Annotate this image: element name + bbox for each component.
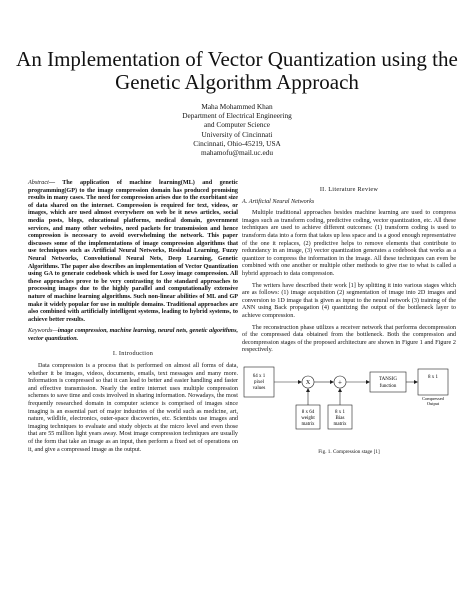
arrowhead-3 (306, 388, 310, 392)
figure-1-compression-stage (242, 359, 456, 447)
bias-label-2: Bias (335, 415, 345, 421)
input-label-2: pixel (254, 379, 264, 385)
plus-symbol: + (338, 378, 342, 387)
arrowhead-1 (298, 380, 302, 384)
author-university: University of Cincinnati (201, 129, 273, 139)
right-column (242, 180, 456, 456)
output-box (418, 369, 448, 395)
out-label-3: Output (426, 400, 440, 406)
out-label-2: Compressed (422, 395, 444, 401)
keywords-text: image compression, machine learning, neural nets, genetic algorithms, vector quantization. (28, 328, 238, 342)
arrowhead-6 (414, 380, 418, 384)
weights-label-2: weight (301, 415, 315, 421)
input-label-1: 64 x 1 (252, 373, 266, 379)
author-email: mahamofu@mail.uc.edu (201, 148, 273, 158)
arrowhead-4 (366, 380, 370, 384)
func-label-1: TANSIG (379, 376, 397, 382)
abstract-text: The application of machine learning(ML) and genetic programming(GP) to the image compression domain has produced promising results in many cases. The need for compression arises due to the exorbitant size of data shared on the internet. Compression is required for text, videos, or images, which are used almost everywhere on web be it news articles, social media posts, blogs, educational platforms, medical domain, government services, and many other websites, need packets for transmission and hence compression is necessary to avoid overwhelming the network. This paper discusses some of the implementations of image compression algorithms that use techniques such as Artificial Neural Networks, Residual Learning, Fuzzy Neural Networks, Convolutional Neural Nets, Deep Learning, Genetic Algorithms. The paper also describes an implementation of Vector Quantization using GA to generate codebook which is used for Lossy image compression. All these approaches prove to be very contrasting to the standard approaches to processing images due to the highly parallel and computationally extensive nature of machine learning algorithms. Such non-linear abilities of ML and GP make it widely popular for use in multiple domains. Traditional approaches are also combined with artificially intelligent systems, leading to hybrid systems, to achieve better results. (28, 180, 238, 323)
subsection-heading-ann: A. Artificial Neural Networks (242, 198, 315, 205)
multiply-symbol: X (305, 379, 311, 386)
tansig-box (370, 372, 406, 392)
bias-label-3: matrix (333, 421, 347, 427)
input-label-3: values (252, 385, 266, 391)
title-line-2: Genetic Algorithm Approach (115, 70, 359, 94)
figure-1-caption: Fig. 1. Compression stage [1] (318, 448, 380, 455)
title-line-1: An Implementation of Vector Quantization using the (16, 47, 458, 71)
paper-title (10, 48, 464, 94)
weights-label-1: 8 x 64 (301, 409, 315, 415)
arrowhead-2 (330, 380, 334, 384)
arrowhead-5 (338, 388, 342, 392)
keywords (28, 328, 238, 343)
section-heading-introduction: I. Introduction (112, 350, 154, 358)
author-block (120, 102, 354, 157)
figure-1-diagram (242, 359, 456, 447)
author-city: Cincinnati, Ohio-45219, USA (193, 138, 281, 148)
abstract-lead: Abstract (28, 180, 49, 186)
weights-label-3: matrix (301, 421, 315, 427)
author-dept-1: Department of Electrical Engineering (182, 111, 292, 121)
func-label-2: function (379, 383, 397, 389)
bias-label-1: 8 x 1 (335, 409, 345, 415)
author-dept-2: and Computer Science (203, 120, 271, 130)
literature-paragraph-1: Multiple traditional approaches besides machine learning are used to compress images such as transform coding, predictive coding, vector quantization, etc. All these techniques are used to achieve different outcomes: (1) transform coding is used to transform data into a form that takes up less space and is a good enough representative of the one it replaces, (2) predictive helps to remove elements that contribute to redundancy in an image, (3) vector quantization generates a codebook that works as a quantizer to compress the information in the image. All these techniques can even be combined with one another or multiple other methods to give rise to what is called a hybrid approach to data compression. (242, 210, 456, 277)
author-name: Maha Mohammed Khan (201, 102, 273, 111)
literature-paragraph-2: The writers have described their work [1] by splitting it into various stages which are as follows: (1) image acquisition (2) segmentation of image into 2D images and conversion to 1D image that is given as input to the neural network (3) training of the ANN using Back propagation (4) quantizing the output of the bottleneck layer to achieve compression. (242, 282, 456, 319)
out-label-1: 8 x 1 (428, 374, 438, 380)
abstract (28, 180, 238, 324)
literature-paragraph-3: The reconstruction phase utilizes a receiver network that performs decompression of the compressed data obtained from the bottleneck. Both the compression and decompression stages of the proposed architecture are shown in Figure 1 and Figure 2 respectively. (242, 324, 456, 354)
abstract-dash: — (48, 180, 55, 186)
left-column (28, 180, 238, 458)
keywords-lead: Keywords— (28, 328, 58, 335)
introduction-paragraph: Data compression is a process that is performed on almost all forms of data, whether it be images, videos, documents, emails, text messages and many more. Information is compressed so that it can lead to better and easier handling and faster and effective transmission. Nearly the entire internet uses multiple compression schemes to save time and costs involved in sharing information. Nowadays, the most frequently researched domain in computer science is comprised of images since imaging is an essential part of major industries of the world such as medicine, art, nature, wildlife, electronics, outer-space discoveries, etc. Scientists use images and imaging techniques to evaluate and study objects at the micro level and even those that are 55 million light years away. Most image compression techniques are usually of the form that take an image as an input, then perform a fixed set of operations on it, and give a compressed image as the output. (28, 363, 238, 453)
section-heading-literature-review: II. Literature Review (319, 186, 379, 193)
